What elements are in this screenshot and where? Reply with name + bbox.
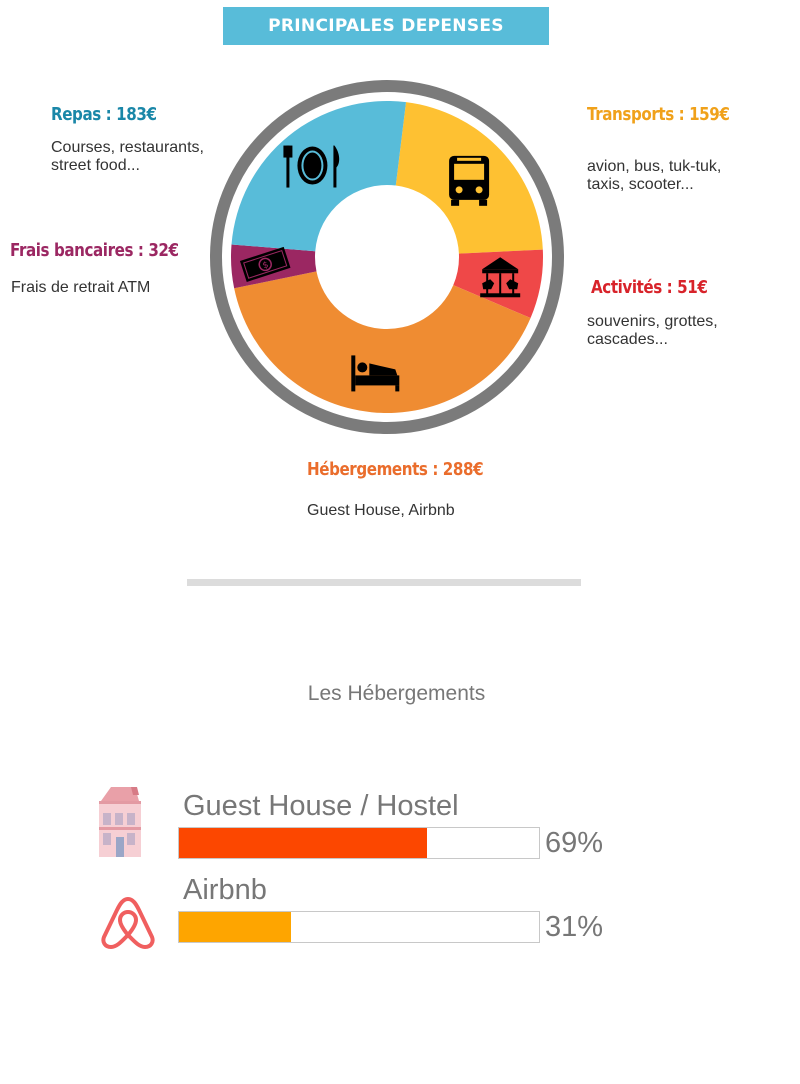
bar-fill-airbnb — [179, 912, 291, 942]
airbnb-icon — [99, 895, 157, 949]
repas-description: Courses, restaurants, street food... — [51, 139, 204, 174]
bar-track-guesthouse — [178, 827, 540, 859]
frais-bancaires-label: Frais bancaires : 32€ — [10, 240, 179, 261]
bar-value-guesthouse: 69% — [545, 827, 604, 859]
section-divider — [187, 579, 581, 586]
hebergements-description: Guest House, Airbnb — [307, 502, 455, 519]
transports-label: Transports : 159€ — [587, 104, 730, 125]
bar-label-guesthouse: Guest House / Hostel — [183, 790, 459, 822]
house-icon — [97, 787, 143, 857]
page-title: PRINCIPALES DEPENSES — [223, 7, 549, 45]
accommodations-title: Les Hébergements — [307, 682, 486, 705]
svg-text:$: $ — [261, 260, 270, 272]
hebergements-label: Hébergements : 288€ — [307, 459, 484, 480]
bar-value-airbnb: 31% — [545, 911, 604, 943]
repas-label: Repas : 183€ — [51, 104, 157, 125]
bar-label-airbnb: Airbnb — [183, 874, 267, 906]
bar-track-airbnb — [178, 911, 540, 943]
transports-description: avion, bus, tuk-tuk, taxis, scooter... — [587, 158, 722, 193]
frais-bancaires-description: Frais de retrait ATM — [11, 279, 151, 296]
bar-fill-guesthouse — [179, 828, 427, 858]
activites-label: Activités : 51€ — [591, 277, 708, 298]
activites-description: souvenirs, grottes, cascades... — [587, 313, 718, 348]
bus-icon — [449, 156, 489, 206]
